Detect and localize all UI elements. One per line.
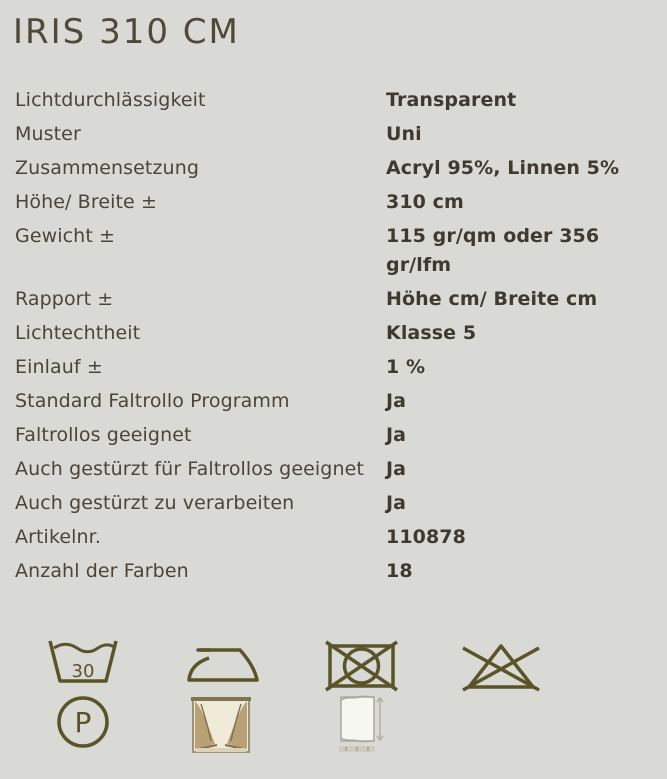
spec-value: Transparent <box>386 89 517 111</box>
spec-value: Acryl 95%, Linnen 5% <box>386 157 620 179</box>
spec-row-article-number <box>15 523 655 557</box>
dry-clean-p-icon <box>55 694 111 750</box>
care-icons <box>0 630 667 770</box>
spec-label: Muster <box>15 123 81 145</box>
spec-row-standard-program <box>15 387 655 421</box>
spec-value: Ja <box>386 390 407 412</box>
spec-label: Einlauf ± <box>15 356 103 378</box>
spec-label: Gewicht ± <box>15 225 116 247</box>
spec-label: Standard Faltrollo Programm <box>15 390 290 412</box>
spec-value: 1 % <box>386 356 426 378</box>
spec-table <box>15 86 655 591</box>
spec-value: 110878 <box>386 526 466 548</box>
fabric-height-icon <box>334 692 386 756</box>
product-title: IRIS 310 CM <box>13 12 240 52</box>
spec-row-lightfastness <box>15 319 655 353</box>
spec-row-railroaded-processing <box>15 489 655 523</box>
spec-label: Zusammensetzung <box>15 157 200 179</box>
spec-row-light-transmission <box>15 86 655 120</box>
spec-value: Klasse 5 <box>386 322 477 344</box>
spec-label: Auch gestürzt zu verarbeiten <box>15 492 295 514</box>
spec-label: Rapport ± <box>15 288 114 310</box>
spec-row-shrinkage <box>15 353 655 387</box>
spec-row-height-width <box>15 188 655 222</box>
spec-label: Faltrollos geeignet <box>15 424 192 446</box>
spec-value: 18 <box>386 560 413 582</box>
spec-row-railroaded-suitable <box>15 455 655 489</box>
spec-row-pattern <box>15 120 655 154</box>
spec-row-weight <box>15 222 655 285</box>
spec-value: Ja <box>386 458 407 480</box>
spec-value: Uni <box>386 123 422 145</box>
wash-temperature-label: 30 <box>71 661 95 682</box>
no-tumble-dry-icon <box>324 640 399 692</box>
dry-clean-letter: P <box>74 706 92 739</box>
spec-label: Höhe/ Breite ± <box>15 191 157 213</box>
spec-row-repeat <box>15 285 655 319</box>
spec-label: Lichtechtheit <box>15 322 141 344</box>
spec-row-suitable <box>15 421 655 455</box>
spec-row-composition <box>15 154 655 188</box>
spec-value: 310 cm <box>386 191 464 213</box>
iron-icon <box>187 642 261 684</box>
spec-value: Ja <box>386 424 407 446</box>
spec-row-color-count <box>15 557 655 591</box>
spec-value: Ja <box>386 492 407 514</box>
wash-30-icon <box>46 635 120 687</box>
curtain-icon <box>191 696 251 754</box>
spec-label: Auch gestürzt für Faltrollos geeignet <box>15 458 364 480</box>
spec-value: 115 gr/qm oder 356 gr/lfm <box>386 225 600 276</box>
spec-label: Anzahl der Farben <box>15 560 189 582</box>
no-bleach-icon <box>461 640 541 692</box>
spec-value: Höhe cm/ Breite cm <box>386 288 598 310</box>
spec-label: Artikelnr. <box>15 526 101 548</box>
spec-label: Lichtdurchlässigkeit <box>15 89 206 111</box>
